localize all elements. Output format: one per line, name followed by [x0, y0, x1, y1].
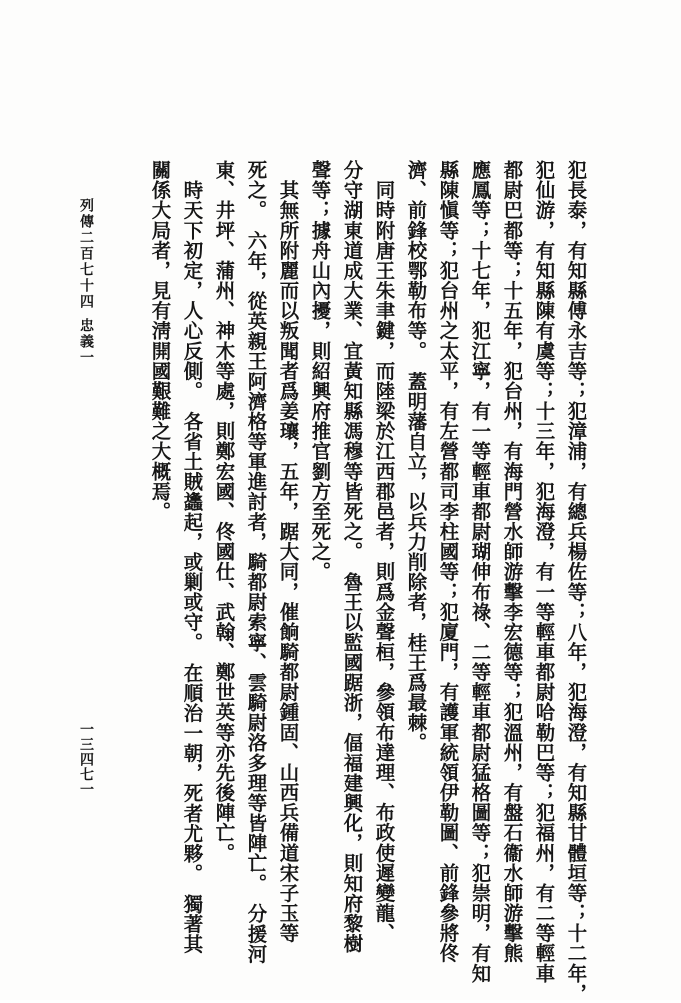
text-column-3: 都尉巴都等；十五年，犯台州，有海門營水師游擊李宏德等；犯溫州，有盤石衞水師游擊熊: [500, 160, 524, 964]
text-column-8: 分守湖東道成大業、宜黃知縣馮穆等皆死之。 魯王以監國踞浙，偪福建興化，則知府黎樹: [340, 160, 364, 954]
text-column-4: 應鳳等；十七年，犯江寧，有一等輕車都尉瑚伸布祿、二等輕車都尉猛格圖等；犯崇明，有知: [468, 160, 492, 984]
text-column-13: 時天下初定，人心反側。 各省土賊蠭起，或剿或守。 在順治一朝，死者尤夥。 獨著其: [180, 160, 204, 955]
text-column-7: 同時附唐王朱聿鍵，而陸梁於江西郡邑者，則爲金聲桓，參領布達理、布政使遲變龍、: [372, 160, 396, 944]
text-column-12: 東、井坪、蒲州、神木等處，則鄭宏國、佟國仕、武翰、鄭世英等亦先後陣亡。: [212, 160, 236, 863]
text-column-9: 聲等；據舟山內擾，則紹興府推官劉方至死之。: [308, 160, 332, 582]
text-column-1: 犯長泰，有知縣傅永吉等；犯漳浦，有總兵楊佐等；八年，犯海澄，有知縣甘體垣等；十二年，: [564, 160, 588, 1003]
text-column-10: 其無所附麗而以叛聞者爲姜瓖，五年，踞大同，催餉騎都尉鍾固、山西兵備道宋子玉等: [276, 160, 300, 944]
text-column-6: 濟、前鋒校鄂勒布等。 蓋明藩自立，以兵力削除者，桂王爲最棘。: [404, 160, 428, 753]
text-column-11: 死之。 六年，從英親王阿濟格等軍進討者，騎都尉索寧、雲騎尉洛多理等皆陣亡。 分援河: [244, 160, 268, 964]
page-number: 一三四七一: [78, 722, 94, 797]
text-column-5: 縣陳愼等；犯台州之太平，有左營都司李柱國等；犯廈門，有護軍統領伊勒圖、前鋒參將佟: [436, 160, 460, 964]
running-header-chapter: 列傳二百七十四: [78, 198, 94, 310]
text-column-14: 關係大局者，見有淸開國艱難之大概焉。: [148, 160, 172, 522]
running-header-section: 忠義一: [78, 318, 94, 366]
text-column-2: 犯仙游，有知縣陳有虞等；十三年，犯海澄，有一等輕車都尉哈勒巴等；犯福州，有二等輕車: [532, 160, 556, 984]
